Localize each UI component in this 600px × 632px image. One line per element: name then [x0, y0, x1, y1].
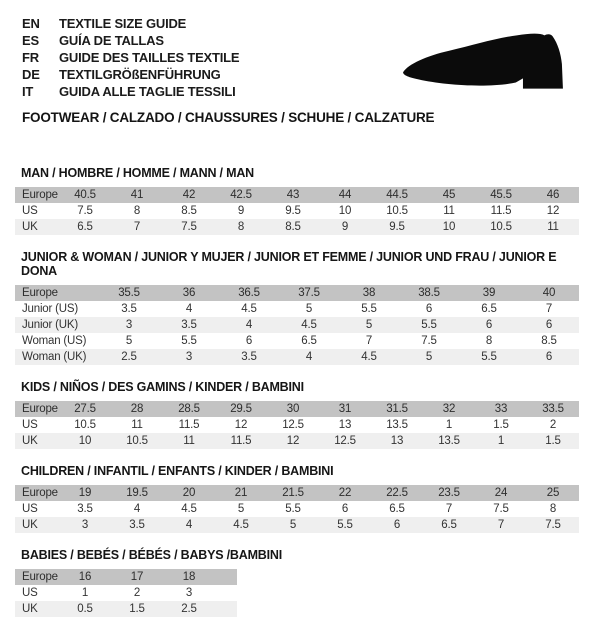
size-value: 5 — [215, 501, 267, 517]
size-value: 40.5 — [59, 187, 111, 203]
size-row-label: Europe — [15, 187, 59, 203]
size-row — [15, 285, 579, 301]
size-value: 4 — [279, 349, 339, 365]
size-table-title: KIDS / NIÑOS / DES GAMINS / KINDER / BAMBINI — [21, 380, 304, 394]
size-value: 24 — [475, 485, 527, 501]
size-value: 12 — [527, 203, 579, 219]
size-row-label: Woman (US) — [15, 333, 99, 349]
language-row-es — [22, 32, 239, 49]
category-line: FOOTWEAR / CALZADO / CHAUSSURES / SCHUHE / CALZATURE — [22, 110, 435, 125]
size-row — [15, 517, 579, 533]
size-value: 28 — [111, 401, 163, 417]
size-value: 3 — [99, 317, 159, 333]
language-label: TEXTILE SIZE GUIDE — [59, 16, 187, 31]
size-value: 6 — [459, 317, 519, 333]
size-row — [15, 401, 579, 417]
size-value: 31 — [319, 401, 371, 417]
size-value: 22 — [319, 485, 371, 501]
size-value: 0.5 — [59, 601, 111, 617]
size-value: 13 — [371, 433, 423, 449]
size-value: 7.5 — [399, 333, 459, 349]
size-value: 42.5 — [215, 187, 267, 203]
language-row-de — [22, 66, 239, 83]
size-value: 4 — [163, 517, 215, 533]
language-label: GUÍA DE TALLAS — [59, 33, 164, 48]
size-value: 7.5 — [59, 203, 111, 219]
size-value: 10 — [423, 219, 475, 235]
size-value: 12.5 — [267, 417, 319, 433]
size-value: 2.5 — [163, 601, 215, 617]
size-value: 19.5 — [111, 485, 163, 501]
size-value: 31.5 — [371, 401, 423, 417]
size-table-title: MAN / HOMBRE / HOMME / MANN / MAN — [21, 166, 254, 180]
size-row-label: Junior (US) — [15, 301, 99, 317]
size-row — [15, 601, 237, 617]
language-row-it — [22, 83, 239, 100]
size-value: 44 — [319, 187, 371, 203]
size-value: 7 — [519, 301, 579, 317]
size-value: 4 — [111, 501, 163, 517]
size-row-label: Junior (UK) — [15, 317, 99, 333]
size-value: 10.5 — [111, 433, 163, 449]
size-value: 6.5 — [279, 333, 339, 349]
size-value: 17 — [111, 569, 163, 585]
size-value: 5.5 — [267, 501, 319, 517]
size-value: 9 — [215, 203, 267, 219]
size-row — [15, 585, 237, 601]
size-value: 12 — [215, 417, 267, 433]
size-value: 1.5 — [527, 433, 579, 449]
size-value: 1.5 — [111, 601, 163, 617]
size-value: 21.5 — [267, 485, 319, 501]
size-value: 5.5 — [459, 349, 519, 365]
size-value: 2 — [527, 417, 579, 433]
language-code: DE — [22, 67, 40, 82]
size-value: 6 — [519, 349, 579, 365]
size-row-label: Europe — [15, 285, 99, 301]
size-value: 38 — [339, 285, 399, 301]
size-value: 28.5 — [163, 401, 215, 417]
size-section — [15, 548, 587, 617]
size-value: 10 — [319, 203, 371, 219]
size-row — [15, 569, 237, 585]
size-value: 1.5 — [475, 417, 527, 433]
size-value: 10.5 — [371, 203, 423, 219]
size-value: 39 — [459, 285, 519, 301]
size-value: 1 — [423, 417, 475, 433]
size-row-label: UK — [15, 433, 59, 449]
size-row-label: UK — [15, 601, 59, 617]
size-value: 11 — [163, 433, 215, 449]
size-value: 5.5 — [339, 301, 399, 317]
size-value-spacer — [215, 569, 237, 585]
size-value: 9 — [319, 219, 371, 235]
size-value: 4.5 — [279, 317, 339, 333]
size-value: 6.5 — [423, 517, 475, 533]
size-value: 11 — [423, 203, 475, 219]
size-value: 5.5 — [399, 317, 459, 333]
size-table — [15, 187, 579, 235]
size-value: 42 — [163, 187, 215, 203]
size-value: 11 — [111, 417, 163, 433]
size-value: 7 — [423, 501, 475, 517]
size-value: 6 — [399, 301, 459, 317]
size-value: 5 — [267, 517, 319, 533]
size-value: 3 — [163, 585, 215, 601]
size-row — [15, 203, 579, 219]
size-value: 18 — [163, 569, 215, 585]
size-row-label: Europe — [15, 569, 59, 585]
size-value: 7 — [475, 517, 527, 533]
size-value: 5 — [279, 301, 339, 317]
size-value: 20 — [163, 485, 215, 501]
size-value: 44.5 — [371, 187, 423, 203]
size-section — [15, 166, 587, 235]
size-section — [15, 380, 587, 449]
language-code: ES — [22, 33, 39, 48]
size-value: 40 — [519, 285, 579, 301]
size-value: 38.5 — [399, 285, 459, 301]
size-value: 13 — [319, 417, 371, 433]
size-section — [15, 250, 587, 365]
size-value: 1 — [475, 433, 527, 449]
size-row — [15, 219, 579, 235]
size-value: 4.5 — [339, 349, 399, 365]
size-value: 10 — [59, 433, 111, 449]
size-value: 36 — [159, 285, 219, 301]
size-value: 5 — [339, 317, 399, 333]
size-value-spacer — [215, 601, 237, 617]
language-row-en — [22, 15, 239, 32]
size-value: 8 — [527, 501, 579, 517]
size-value: 12.5 — [319, 433, 371, 449]
size-value: 6.5 — [59, 219, 111, 235]
size-value: 9.5 — [267, 203, 319, 219]
size-value: 11 — [527, 219, 579, 235]
size-value: 4.5 — [219, 301, 279, 317]
size-table — [15, 285, 579, 365]
size-value: 6 — [519, 317, 579, 333]
size-value: 6 — [219, 333, 279, 349]
size-value: 3.5 — [59, 501, 111, 517]
language-label: GUIDE DES TAILLES TEXTILE — [59, 50, 240, 65]
size-value-spacer — [215, 585, 237, 601]
size-value: 25 — [527, 485, 579, 501]
language-row-fr — [22, 49, 239, 66]
size-table-title: JUNIOR & WOMAN / JUNIOR Y MUJER / JUNIOR ET FEMME / JUNIOR UND FRAU / JUNIOR E DONA — [21, 250, 557, 278]
language-title-block — [22, 15, 239, 100]
size-row — [15, 349, 579, 365]
size-value: 13.5 — [371, 417, 423, 433]
size-value: 7 — [339, 333, 399, 349]
size-value: 3.5 — [111, 517, 163, 533]
dress-shoe-icon — [400, 31, 566, 95]
size-value: 2.5 — [99, 349, 159, 365]
size-value: 37.5 — [279, 285, 339, 301]
size-row-label: US — [15, 203, 59, 219]
size-value: 36.5 — [219, 285, 279, 301]
language-label: TEXTILGRÖßENFÜHRUNG — [59, 67, 221, 82]
size-value: 7.5 — [163, 219, 215, 235]
size-value: 11.5 — [475, 203, 527, 219]
size-value: 4.5 — [215, 517, 267, 533]
size-row — [15, 485, 579, 501]
size-value: 6 — [371, 517, 423, 533]
size-row — [15, 317, 579, 333]
size-value: 45 — [423, 187, 475, 203]
size-value: 46 — [527, 187, 579, 203]
size-value: 27.5 — [59, 401, 111, 417]
size-value: 10.5 — [475, 219, 527, 235]
size-value: 43 — [267, 187, 319, 203]
size-value: 19 — [59, 485, 111, 501]
size-value: 4 — [159, 301, 219, 317]
size-row-label: US — [15, 585, 59, 601]
size-value: 8 — [215, 219, 267, 235]
size-value: 23.5 — [423, 485, 475, 501]
size-row — [15, 187, 579, 203]
size-row-label: US — [15, 501, 59, 517]
size-value: 13.5 — [423, 433, 475, 449]
size-value: 5 — [399, 349, 459, 365]
size-value: 6 — [319, 501, 371, 517]
size-value: 32 — [423, 401, 475, 417]
size-row-label: US — [15, 417, 59, 433]
size-value: 33.5 — [527, 401, 579, 417]
size-value: 6.5 — [371, 501, 423, 517]
size-value: 5.5 — [159, 333, 219, 349]
size-value: 29.5 — [215, 401, 267, 417]
size-row-label: Europe — [15, 485, 59, 501]
size-value: 8 — [111, 203, 163, 219]
size-value: 16 — [59, 569, 111, 585]
size-value: 11.5 — [163, 417, 215, 433]
size-value: 35.5 — [99, 285, 159, 301]
size-row-label: UK — [15, 517, 59, 533]
size-value: 30 — [267, 401, 319, 417]
language-label: GUIDA ALLE TAGLIE TESSILI — [59, 84, 236, 99]
size-value: 5 — [99, 333, 159, 349]
size-value: 8 — [459, 333, 519, 349]
size-table — [15, 401, 579, 449]
size-row-label: Woman (UK) — [15, 349, 99, 365]
size-value: 41 — [111, 187, 163, 203]
size-value: 3.5 — [159, 317, 219, 333]
size-value: 7 — [111, 219, 163, 235]
size-value: 6.5 — [459, 301, 519, 317]
language-code: FR — [22, 50, 39, 65]
size-value: 4 — [219, 317, 279, 333]
size-value: 8.5 — [267, 219, 319, 235]
size-value: 21 — [215, 485, 267, 501]
size-value: 3 — [59, 517, 111, 533]
language-code: EN — [22, 16, 40, 31]
size-tables-area — [15, 166, 587, 632]
size-row-label: UK — [15, 219, 59, 235]
size-table — [15, 569, 237, 617]
size-value: 1 — [59, 585, 111, 601]
language-code: IT — [22, 84, 34, 99]
size-value: 12 — [267, 433, 319, 449]
size-row — [15, 301, 579, 317]
size-value: 9.5 — [371, 219, 423, 235]
size-table — [15, 485, 579, 533]
size-value: 10.5 — [59, 417, 111, 433]
size-value: 3.5 — [219, 349, 279, 365]
size-value: 3.5 — [99, 301, 159, 317]
size-value: 11.5 — [215, 433, 267, 449]
size-value: 4.5 — [163, 501, 215, 517]
size-row-label: Europe — [15, 401, 59, 417]
size-value: 7.5 — [475, 501, 527, 517]
size-value: 22.5 — [371, 485, 423, 501]
size-value: 5.5 — [319, 517, 371, 533]
size-section — [15, 464, 587, 533]
size-value: 45.5 — [475, 187, 527, 203]
size-row — [15, 417, 579, 433]
size-value: 7.5 — [527, 517, 579, 533]
size-table-title: BABIES / BEBÉS / BÉBÉS / BABYS /BAMBINI — [21, 548, 282, 562]
size-value: 8.5 — [163, 203, 215, 219]
size-row — [15, 333, 579, 349]
size-value: 33 — [475, 401, 527, 417]
size-value: 2 — [111, 585, 163, 601]
size-row — [15, 501, 579, 517]
size-row — [15, 433, 579, 449]
size-value: 8.5 — [519, 333, 579, 349]
size-value: 3 — [159, 349, 219, 365]
size-table-title: CHILDREN / INFANTIL / ENFANTS / KINDER / BAMBINI — [21, 464, 334, 478]
